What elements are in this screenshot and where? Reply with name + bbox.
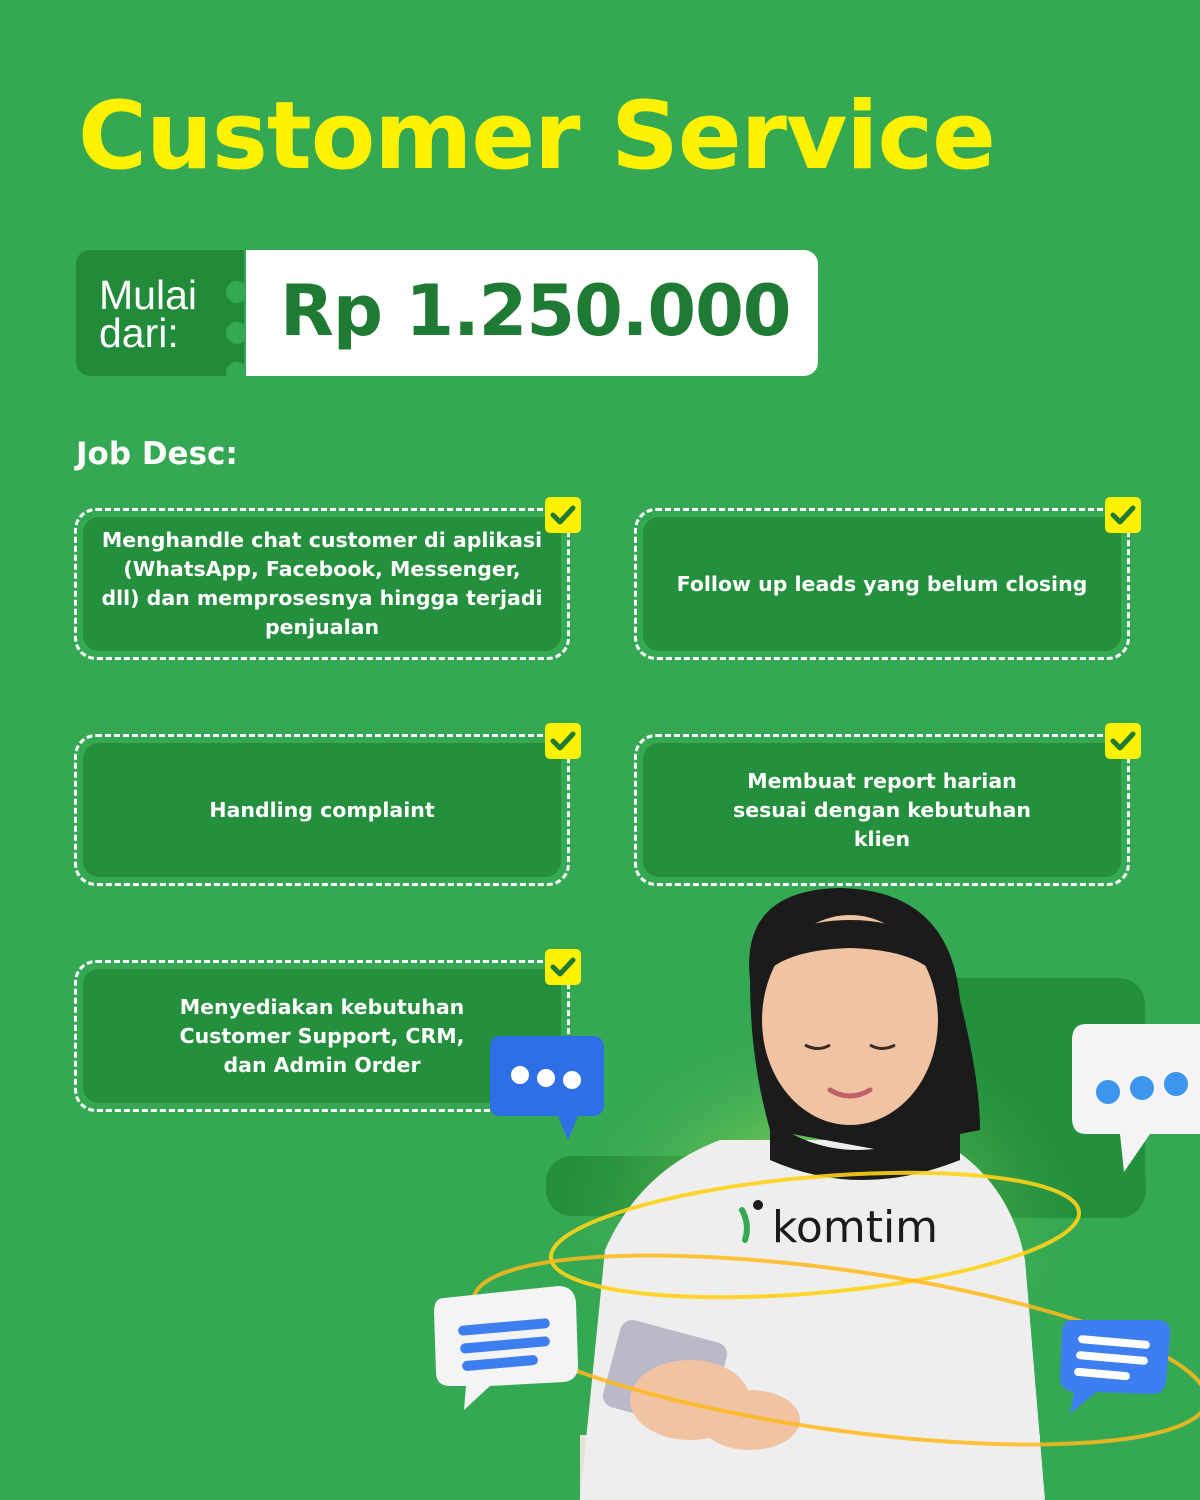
price-value: Rp 1.250.000 [280,270,791,352]
job-card [634,734,1130,886]
chat-bubble-lines-icon [1056,1316,1174,1416]
chat-bubble-dots-icon [1068,1018,1200,1178]
check-icon [545,497,581,533]
ticket-notch [226,322,248,344]
price-value-block [246,250,818,376]
price-label-line2: dari: [99,310,179,356]
price-label-line1: Mulai [99,272,197,318]
job-card-text: Membuat report harian sesuai dengan kebutuhan klien [733,768,1031,851]
ticket-notch [226,362,248,384]
job-card-text: Menyediakan kebutuhan Customer Support, CRM, dan Admin Order [179,994,465,1077]
job-card [634,508,1130,660]
job-card [74,734,570,886]
job-card-text: Follow up leads yang belum closing [676,571,1088,596]
shirt-logo: komtim [772,1202,939,1253]
check-icon [545,723,581,759]
page-title: Customer Service [78,82,995,191]
job-desc-heading: Job Desc: [76,436,238,472]
chat-bubble-lines-icon [430,1282,580,1412]
check-icon [1105,497,1141,533]
job-card-text: Menghandle chat customer di aplikasi (WhatsApp, Facebook, Messenger, dll) dan memprosesnya hingga terjadi penjualan [101,528,543,639]
price-label-block [76,250,244,376]
price-ticket [76,250,818,376]
ticket-notch [226,281,248,303]
check-icon [1105,723,1141,759]
job-card-text: Handling complaint [209,797,435,822]
chat-bubble-dots-icon [488,1030,608,1145]
job-card [74,508,570,660]
